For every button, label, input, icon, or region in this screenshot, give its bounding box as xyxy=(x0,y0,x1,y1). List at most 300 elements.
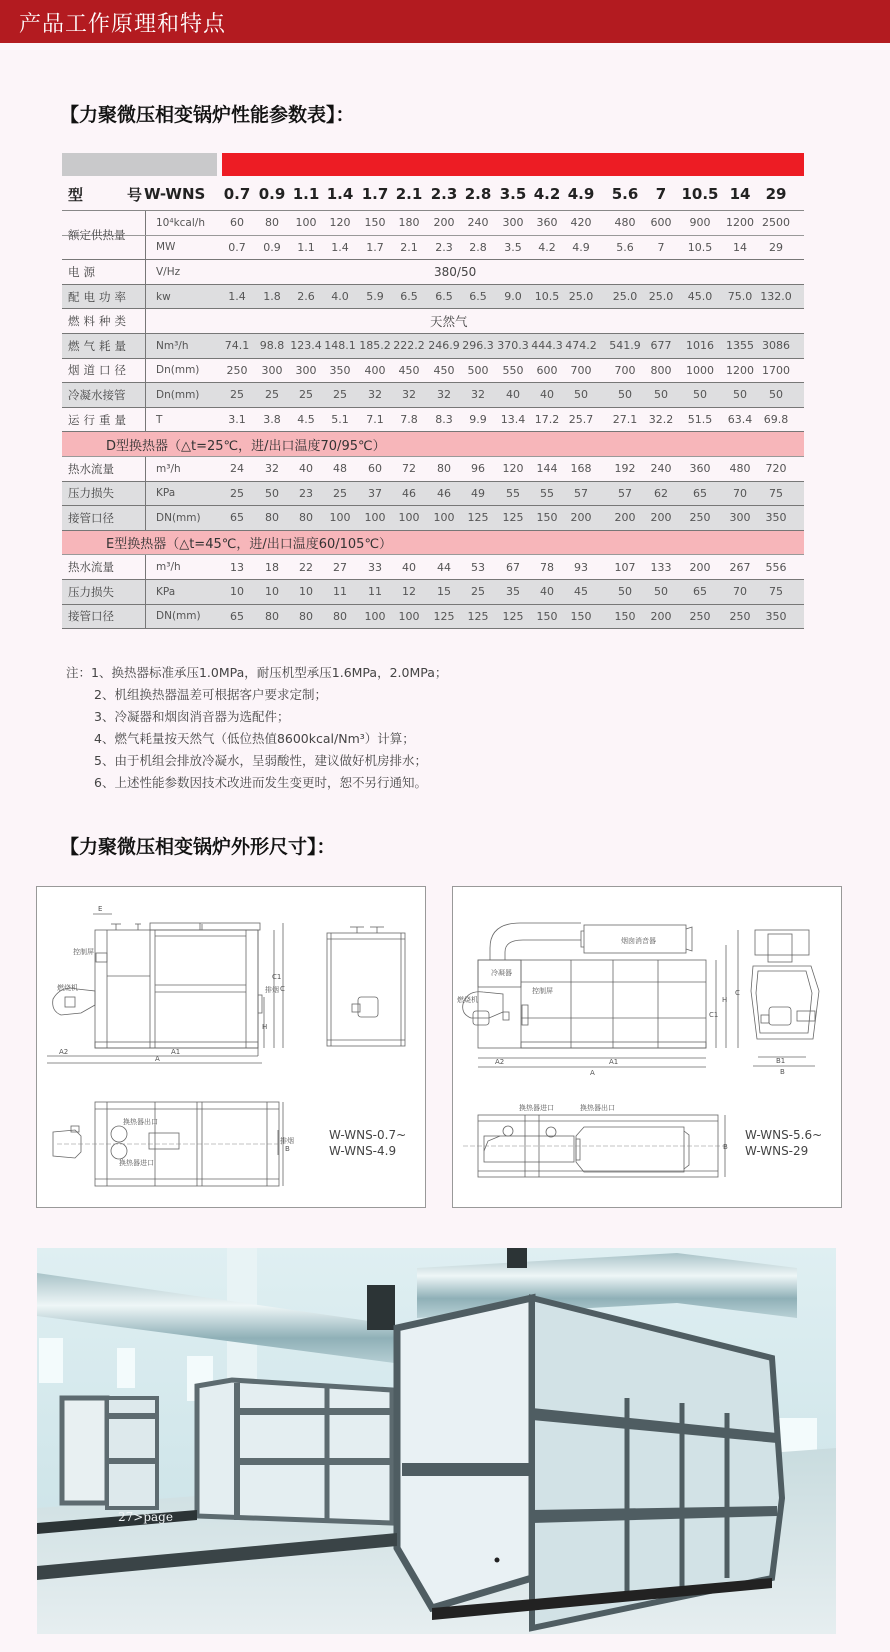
cell-value: 100 xyxy=(364,609,386,623)
cell-value: 600 xyxy=(650,216,672,230)
dim-label-b: B xyxy=(285,1145,290,1153)
table-row xyxy=(62,211,804,242)
dim-label-e: E xyxy=(98,905,103,913)
cell-value: 2500 xyxy=(762,216,790,230)
row-unit: Dn(mm) xyxy=(156,388,200,401)
drawing-panel-small-models xyxy=(36,886,426,1208)
cell-value: 200 xyxy=(433,216,455,230)
boiler-drawing-small xyxy=(37,887,427,1209)
cell-value: 200 xyxy=(614,511,636,525)
cell-value: 25 xyxy=(333,388,347,402)
cell-value: 3.8 xyxy=(263,413,281,427)
cell-value: 32.2 xyxy=(648,413,674,427)
row-label: 运行重量 xyxy=(68,412,130,427)
cell-value: 200 xyxy=(570,511,592,525)
cell-value: 480 xyxy=(729,462,751,476)
cell-value: 120 xyxy=(329,216,351,230)
cell-value: 100 xyxy=(398,511,420,525)
cell-value: 50 xyxy=(654,388,668,402)
model-column-header: 29 xyxy=(765,185,787,203)
cell-value: 360 xyxy=(689,462,711,476)
row-label: 电源 xyxy=(68,264,99,279)
cell-value: 67 xyxy=(506,560,520,574)
cell-value: 80 xyxy=(265,609,279,623)
note-prefix: 注： xyxy=(66,665,92,680)
column-divider xyxy=(145,506,146,530)
label-burner-r: 燃烧机 xyxy=(457,996,478,1004)
label-control-panel-r: 控制屏 xyxy=(532,987,553,995)
cell-value: 296.3 xyxy=(462,339,494,353)
dim-label-h-r: H xyxy=(722,996,728,1004)
note-item: 注：1、换热器标准承压1.0MPa，耐压机型承压1.6MPa，2.0MPa； xyxy=(66,665,448,680)
cell-value: 32 xyxy=(471,388,485,402)
cell-value: 80 xyxy=(299,511,313,525)
cell-value: 677 xyxy=(650,339,672,353)
label-silencer: 烟囱消音器 xyxy=(621,937,656,945)
cell-value: 7 xyxy=(657,240,665,254)
cell-value: 200 xyxy=(650,511,672,525)
cell-value: 240 xyxy=(650,462,672,476)
cell-value: 9.9 xyxy=(469,413,487,427)
table-row xyxy=(62,260,804,285)
cell-value: 250 xyxy=(729,609,751,623)
cell-value: 25.0 xyxy=(612,290,638,304)
model-column-header: 7 xyxy=(655,185,667,203)
cell-value: 192 xyxy=(614,462,636,476)
dim-label-b1-r: B1 xyxy=(776,1057,786,1065)
cell-value: 222.2 xyxy=(393,339,425,353)
model-column-header: 5.6 xyxy=(611,185,639,203)
row-unit: m³/h xyxy=(156,561,181,574)
cell-value: 1016 xyxy=(686,339,714,353)
row-unit: V/Hz xyxy=(156,265,181,278)
cell-value: 250 xyxy=(226,363,248,377)
table-row xyxy=(62,334,804,359)
row-label: 额定供热量 xyxy=(68,227,126,242)
cell-value: 10 xyxy=(265,585,279,599)
cell-value: 40 xyxy=(299,462,313,476)
column-divider xyxy=(145,236,146,260)
cell-value: 78 xyxy=(540,560,554,574)
row-unit: KPa xyxy=(156,585,176,598)
cell-value: 350 xyxy=(765,511,787,525)
cell-value: 25 xyxy=(333,486,347,500)
cell-value: 2.3 xyxy=(435,240,453,254)
cell-value: 1.8 xyxy=(263,290,281,304)
label-control-panel: 控制屏 xyxy=(73,948,94,956)
cell-value: 75 xyxy=(769,585,783,599)
table-bar-red xyxy=(222,153,804,176)
label-flue: 排烟 xyxy=(265,986,279,994)
cell-value: 80 xyxy=(437,462,451,476)
cell-value: 3086 xyxy=(762,339,790,353)
column-divider xyxy=(145,482,146,506)
cell-value: 100 xyxy=(329,511,351,525)
label-burner: 燃烧机 xyxy=(57,984,78,992)
row-label: 压力损失 xyxy=(68,584,114,599)
dim-label-a1: A1 xyxy=(171,1048,181,1056)
cell-value: 75 xyxy=(769,486,783,500)
cell-value: 556 xyxy=(765,560,787,574)
model-column-header: 4.2 xyxy=(533,185,561,203)
cell-value: 40 xyxy=(540,388,554,402)
cell-value: 250 xyxy=(689,511,711,525)
dim-label-a1-r: A1 xyxy=(609,1058,619,1066)
cell-value: 444.3 xyxy=(531,339,563,353)
cell-value: 37 xyxy=(368,486,382,500)
span-value: 380/50 xyxy=(434,264,477,279)
model-column-header: 0.9 xyxy=(258,185,286,203)
table-row xyxy=(62,457,804,482)
cell-value: 11 xyxy=(368,585,382,599)
cell-value: 168 xyxy=(570,462,592,476)
cell-value: 4.2 xyxy=(538,240,556,254)
cell-value: 3.5 xyxy=(504,240,522,254)
table-row xyxy=(62,580,804,605)
cell-value: 10 xyxy=(230,585,244,599)
column-divider xyxy=(145,359,146,383)
cell-value: 150 xyxy=(364,216,386,230)
cell-value: 125 xyxy=(502,511,524,525)
header-bar xyxy=(0,0,890,43)
row-label: 接管口径 xyxy=(68,510,114,525)
cell-value: 1.7 xyxy=(366,240,384,254)
cell-value: 700 xyxy=(614,363,636,377)
cell-value: 200 xyxy=(689,560,711,574)
cell-value: 50 xyxy=(769,388,783,402)
cell-value: 100 xyxy=(364,511,386,525)
model-column-header: 2.3 xyxy=(430,185,458,203)
label-hx-inlet-r: 换热器进口 xyxy=(519,1104,554,1112)
column-divider xyxy=(145,605,146,629)
cell-value: 25.0 xyxy=(648,290,674,304)
cell-value: 35 xyxy=(506,585,520,599)
dimensions-title: 【力聚微压相变锅炉外形尺寸】： xyxy=(60,836,336,858)
cell-value: 200 xyxy=(650,609,672,623)
model-column-header: 10.5 xyxy=(681,185,719,203)
cell-value: 65 xyxy=(230,511,244,525)
cell-value: 32 xyxy=(265,462,279,476)
cell-value: 55 xyxy=(540,486,554,500)
cell-value: 57 xyxy=(618,486,632,500)
table-row xyxy=(62,605,804,630)
column-divider xyxy=(145,408,146,432)
cell-value: 22 xyxy=(299,560,313,574)
cell-value: 40 xyxy=(540,585,554,599)
cell-value: 125 xyxy=(467,609,489,623)
row-unit: DN(mm) xyxy=(156,511,201,524)
cell-value: 1.1 xyxy=(297,240,315,254)
cell-value: 300 xyxy=(261,363,283,377)
cell-value: 2.6 xyxy=(297,290,315,304)
cell-value: 250 xyxy=(689,609,711,623)
cell-value: 7.8 xyxy=(400,413,418,427)
cell-value: 46 xyxy=(402,486,416,500)
cell-value: 7.1 xyxy=(366,413,384,427)
table-header-row xyxy=(62,178,804,211)
cell-value: 70 xyxy=(733,486,747,500)
cell-value: 25 xyxy=(471,585,485,599)
model-label: 型 号 xyxy=(68,185,142,204)
cell-value: 17.2 xyxy=(534,413,560,427)
table-row xyxy=(62,555,804,580)
cell-value: 46 xyxy=(437,486,451,500)
dim-label-h: H xyxy=(262,1023,268,1031)
cell-value: 1.4 xyxy=(228,290,246,304)
boiler-room-illustration xyxy=(37,1248,836,1634)
cell-value: 150 xyxy=(570,609,592,623)
cell-value: 6.5 xyxy=(469,290,487,304)
model-column-header: 1.7 xyxy=(361,185,389,203)
cell-value: 2.1 xyxy=(400,240,418,254)
cell-value: 25.7 xyxy=(568,413,594,427)
cell-value: 45.0 xyxy=(687,290,713,304)
cell-value: 6.5 xyxy=(400,290,418,304)
cell-value: 500 xyxy=(467,363,489,377)
cell-value: 5.9 xyxy=(366,290,384,304)
cell-value: 150 xyxy=(536,609,558,623)
cell-value: 100 xyxy=(398,609,420,623)
column-divider xyxy=(145,211,146,235)
cell-value: 57 xyxy=(574,486,588,500)
cell-value: 132.0 xyxy=(760,290,792,304)
model-column-header: 14 xyxy=(729,185,751,203)
section-heading: D型换热器（△t=25℃，进/出口温度70/95℃） xyxy=(106,438,386,454)
cell-value: 2.8 xyxy=(469,240,487,254)
model-column-header: 1.1 xyxy=(292,185,320,203)
cell-value: 474.2 xyxy=(565,339,597,353)
cell-value: 300 xyxy=(729,511,751,525)
cell-value: 4.0 xyxy=(331,290,349,304)
label-hx-inlet: 换热器进口 xyxy=(119,1159,154,1167)
cell-value: 12 xyxy=(402,585,416,599)
note-item: 4、燃气耗量按天然气（低位热值8600kcal/Nm³）计算； xyxy=(94,731,415,746)
cell-value: 4.9 xyxy=(572,240,590,254)
column-divider xyxy=(145,334,146,358)
note-item: 2、机组换热器温差可根据客户要求定制； xyxy=(94,687,327,702)
column-divider xyxy=(145,285,146,309)
row-unit: m³/h xyxy=(156,462,181,475)
cell-value: 98.8 xyxy=(259,339,285,353)
cell-value: 5.1 xyxy=(331,413,349,427)
cell-value: 125 xyxy=(502,609,524,623)
cell-value: 9.0 xyxy=(504,290,522,304)
boiler-drawing-large xyxy=(453,887,843,1209)
cell-value: 32 xyxy=(437,388,451,402)
cell-value: 550 xyxy=(502,363,524,377)
cell-value: 120 xyxy=(502,462,524,476)
cell-value: 13 xyxy=(230,560,244,574)
cell-value: 900 xyxy=(689,216,711,230)
cell-value: 23 xyxy=(299,486,313,500)
cell-value: 133 xyxy=(650,560,672,574)
cell-value: 10 xyxy=(299,585,313,599)
drawing-panel-large-models xyxy=(452,886,842,1208)
section-heading-row xyxy=(62,432,804,457)
cell-value: 51.5 xyxy=(687,413,713,427)
cell-value: 50 xyxy=(265,486,279,500)
model-column-header: 4.9 xyxy=(567,185,595,203)
cell-value: 80 xyxy=(299,609,313,623)
row-label: 冷凝水接管 xyxy=(68,387,126,402)
table-row xyxy=(62,383,804,408)
cell-value: 50 xyxy=(618,388,632,402)
cell-value: 74.1 xyxy=(224,339,250,353)
cell-value: 50 xyxy=(618,585,632,599)
row-label: 燃料种类 xyxy=(68,314,130,329)
cell-value: 450 xyxy=(398,363,420,377)
cell-value: 370.3 xyxy=(497,339,529,353)
spec-table-title: 【力聚微压相变锅炉性能参数表】： xyxy=(60,104,355,126)
cell-value: 267 xyxy=(729,560,751,574)
row-unit: MW xyxy=(156,241,176,254)
row-unit: DN(mm) xyxy=(156,610,201,623)
cell-value: 1200 xyxy=(726,363,754,377)
cell-value: 360 xyxy=(536,216,558,230)
label-hx-outlet-r: 换热器出口 xyxy=(580,1104,615,1112)
cell-value: 60 xyxy=(368,462,382,476)
dim-label-c: C xyxy=(280,985,285,993)
cell-value: 400 xyxy=(364,363,386,377)
section-heading-row xyxy=(62,531,804,556)
row-unit: Nm³/h xyxy=(156,339,189,352)
cell-value: 13.4 xyxy=(500,413,526,427)
cell-value: 300 xyxy=(502,216,524,230)
cell-value: 0.7 xyxy=(228,240,246,254)
cell-value: 53 xyxy=(471,560,485,574)
note-item: 6、上述性能参数因技术改进而发生变更时，恕不另行通知。 xyxy=(94,775,427,790)
page-title: 产品工作原理和特点 xyxy=(19,12,227,37)
cell-value: 25.0 xyxy=(568,290,594,304)
dim-label-c-r: C xyxy=(735,989,740,997)
cell-value: 63.4 xyxy=(727,413,753,427)
cell-value: 32 xyxy=(402,388,416,402)
dim-label-a: A xyxy=(155,1055,160,1063)
cell-value: 700 xyxy=(570,363,592,377)
cell-value: 1.4 xyxy=(331,240,349,254)
cell-value: 107 xyxy=(614,560,636,574)
dim-label-a2: A2 xyxy=(59,1048,69,1056)
cell-value: 150 xyxy=(536,511,558,525)
cell-value: 180 xyxy=(398,216,420,230)
cell-value: 600 xyxy=(536,363,558,377)
cell-value: 93 xyxy=(574,560,588,574)
dim-label-c1: C1 xyxy=(272,973,282,981)
cell-value: 10.5 xyxy=(534,290,560,304)
table-row xyxy=(62,236,804,261)
cell-value: 29 xyxy=(769,240,783,254)
row-unit: KPa xyxy=(156,487,176,500)
note-item: 5、由于机组会排放冷凝水，呈弱酸性，建议做好机房排水； xyxy=(94,753,427,768)
cell-value: 800 xyxy=(650,363,672,377)
cell-value: 25 xyxy=(265,388,279,402)
row-label: 热水流量 xyxy=(68,560,114,575)
table-row xyxy=(62,285,804,310)
cell-value: 148.1 xyxy=(324,339,356,353)
cell-value: 96 xyxy=(471,462,485,476)
cell-value: 27.1 xyxy=(612,413,638,427)
row-unit: Dn(mm) xyxy=(156,364,200,377)
model-range-large: W-WNS-5.6~ W-WNS-29 xyxy=(745,1128,823,1158)
cell-value: 50 xyxy=(693,388,707,402)
cell-value: 3.1 xyxy=(228,413,246,427)
dim-label-a-r: A xyxy=(590,1069,595,1077)
cell-value: 80 xyxy=(265,511,279,525)
cell-value: 450 xyxy=(433,363,455,377)
cell-value: 10.5 xyxy=(687,240,713,254)
notes xyxy=(66,662,447,794)
cell-value: 48 xyxy=(333,462,347,476)
cell-value: 300 xyxy=(295,363,317,377)
cell-value: 150 xyxy=(614,609,636,623)
cell-value: 69.8 xyxy=(763,413,789,427)
dim-label-b-plan-r: B xyxy=(723,1143,728,1151)
cell-value: 25 xyxy=(230,388,244,402)
cell-value: 480 xyxy=(614,216,636,230)
row-label: 接管口径 xyxy=(68,609,114,624)
cell-value: 5.6 xyxy=(616,240,634,254)
dim-label-b-r: B xyxy=(780,1068,785,1076)
cell-value: 6.5 xyxy=(435,290,453,304)
cell-value: 144 xyxy=(536,462,558,476)
cell-value: 25 xyxy=(299,388,313,402)
cell-value: 1200 xyxy=(726,216,754,230)
cell-value: 1000 xyxy=(686,363,714,377)
cell-value: 14 xyxy=(733,240,747,254)
cell-value: 65 xyxy=(230,609,244,623)
cell-value: 11 xyxy=(333,585,347,599)
cell-value: 25 xyxy=(230,486,244,500)
column-divider xyxy=(145,555,146,579)
label-condenser: 冷凝器 xyxy=(491,969,512,977)
model-range-small: W-WNS-0.7~ W-WNS-4.9 xyxy=(329,1128,407,1158)
column-divider xyxy=(145,457,146,481)
cell-value: 50 xyxy=(654,585,668,599)
span-value: 天然气 xyxy=(430,314,468,330)
cell-value: 70 xyxy=(733,585,747,599)
model-column-header: 2.8 xyxy=(464,185,492,203)
page-number-label: 27>page xyxy=(118,1510,173,1524)
series-name: W-WNS xyxy=(144,185,206,203)
cell-value: 125 xyxy=(467,511,489,525)
cell-value: 40 xyxy=(506,388,520,402)
cell-value: 541.9 xyxy=(609,339,641,353)
column-divider xyxy=(145,309,146,333)
table-row xyxy=(62,359,804,384)
cell-value: 27 xyxy=(333,560,347,574)
cell-value: 1700 xyxy=(762,363,790,377)
model-column-header: 2.1 xyxy=(395,185,423,203)
row-unit: T xyxy=(156,413,163,426)
dim-label-a2-r: A2 xyxy=(495,1058,505,1066)
cell-value: 0.9 xyxy=(263,240,281,254)
cell-value: 8.3 xyxy=(435,413,453,427)
cell-value: 420 xyxy=(570,216,592,230)
row-label: 燃气耗量 xyxy=(68,338,130,353)
cell-value: 123.4 xyxy=(290,339,322,353)
table-row xyxy=(62,408,804,433)
model-column-header: 3.5 xyxy=(499,185,527,203)
cell-value: 75.0 xyxy=(727,290,753,304)
model-column-header: 0.7 xyxy=(223,185,251,203)
cell-value: 72 xyxy=(402,462,416,476)
cell-value: 44 xyxy=(437,560,451,574)
cell-value: 185.2 xyxy=(359,339,391,353)
table-row xyxy=(62,506,804,531)
row-label: 烟道口径 xyxy=(68,363,130,378)
dim-label-c1-r: C1 xyxy=(709,1011,719,1019)
model-column-header: 1.4 xyxy=(326,185,354,203)
